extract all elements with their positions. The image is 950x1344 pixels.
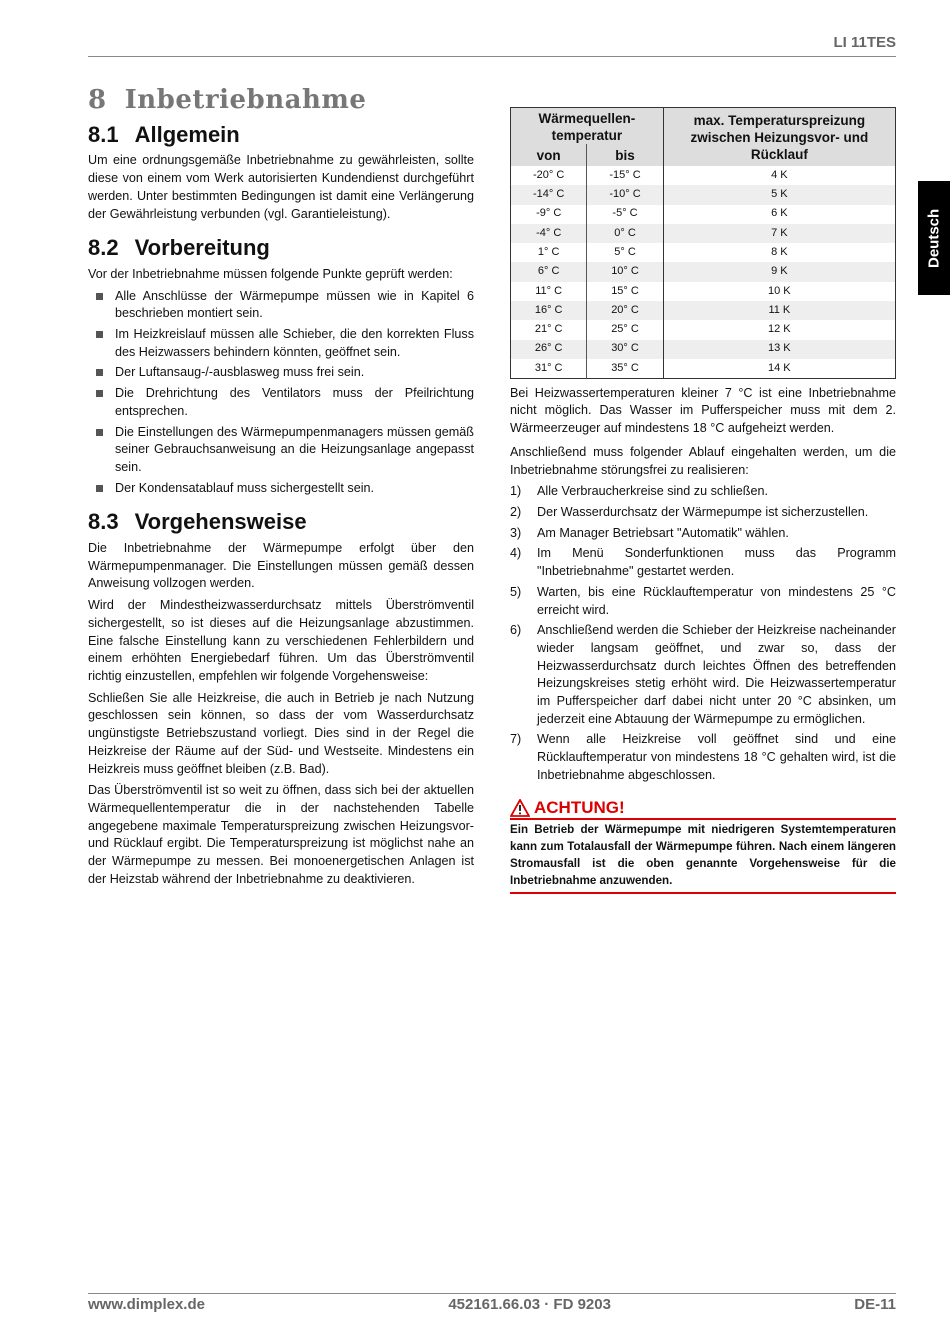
header-to: bis	[587, 144, 663, 166]
model-name: LI 11TES	[833, 34, 896, 51]
warning-text: Ein Betrieb der Wärmepumpe mit niedrigeren Systemtemperaturen kann zum Totalausfall der Wärmepumpe führen. Nach einem längeren Stromausfall ist die oben genannte Vorgehensweise für die Inbetriebnahme anzuwenden.	[510, 820, 896, 894]
warning-box	[510, 799, 896, 894]
paragraph: Anschließend muss folgender Ablauf eingehalten werden, um die Inbetriebnahme störungsfrei zu realisieren:	[510, 444, 896, 477]
table-row	[511, 340, 896, 359]
chapter-number: 8	[88, 85, 107, 115]
cell-from: -4° C	[511, 224, 587, 243]
cell-from: -14° C	[511, 185, 587, 204]
cell-from: 31° C	[534, 361, 563, 374]
warning-heading	[510, 799, 896, 820]
paragraph: Vor der Inbetriebnahme müssen folgende Punkte geprüft werden:	[88, 266, 453, 281]
section-number: 8.3	[88, 509, 119, 535]
list-item: Der Luftansaug-/-ausblasweg muss frei sein.	[88, 364, 474, 382]
table-row	[511, 224, 896, 243]
language-tab: Deutsch	[918, 181, 950, 295]
left-column	[88, 85, 474, 892]
cell-from: 21° C	[534, 323, 563, 336]
section-number: 8.1	[88, 121, 119, 147]
paragraph: Wird der Mindestheizwasserdurchsatz mittels Überströmventil sichergestellt, so ist dieses auf die Heizungsanlage abzustimmen. Eine falsche Einstellung kann zu verschiedenen Fehlerbildern und einem erhöhten Energiebedarf führen. Um das Überströmventil richtig einzustellen, empfehlen wir folgende Vorgehensweise:	[88, 598, 474, 683]
step-item	[510, 504, 896, 522]
step-item	[510, 584, 896, 619]
chapter-title-text: Inbetriebnahme	[124, 85, 367, 115]
list-item: Der Kondensatablauf muss sichergestellt sein.	[88, 480, 474, 498]
cell-from: 26° C	[511, 340, 587, 359]
section-title: Allgemein	[134, 121, 240, 147]
chapter-title	[88, 85, 474, 115]
cell-to: 30° C	[587, 340, 663, 359]
paragraph: Bei Heizwassertemperaturen kleiner 7 °C ist eine Inbetriebnahme nicht möglich. Das Wasser im Pufferspeicher muss mit dem 2. Wärmeerzeuger auf mindestens 18 °C aufgeheizt werden.	[510, 385, 896, 436]
cell-spread: 9 K	[663, 262, 895, 281]
list-item: Die Einstellungen des Wärmepumpenmanagers müssen gemäß seiner Gebrauchsanweisung an die Heizungsanlage angepasst sein.	[88, 424, 474, 477]
step-number: 2)	[510, 504, 522, 519]
cell-spread: 13 K	[663, 340, 895, 359]
step-text: Warten, bis eine Rücklauftemperatur von mindestens 25 °C erreicht wird.	[537, 584, 896, 617]
step-text: Am Manager Betriebsart "Automatik" wählen.	[537, 525, 789, 540]
cell-to: 35° C	[587, 359, 663, 378]
warning-title: ACHTUNG!	[534, 797, 625, 817]
temperature-spread-table	[510, 107, 896, 379]
cell-to: 5° C	[587, 243, 663, 262]
table-row	[511, 301, 896, 320]
step-text: Anschließend werden die Schieber der Heizkreise nacheinander wieder langsam geöffnet, und zwar so, dass der Heizwasserdurchsatz durch leichtes Öffnen des betreffenden Heizungskreises stetig erhöht wird. Die Heizwassertemperatur im Pufferspeicher darf dabei nicht unter 20 °C absinken, um jederzeit eine Abtauung der Wärmepumpe zu ermöglichen.	[537, 623, 896, 726]
checklist	[88, 288, 474, 498]
cell-from: 1° C	[537, 245, 560, 258]
step-number: 4)	[510, 546, 522, 561]
cell-to: -5° C	[587, 205, 663, 224]
step-text: Alle Verbraucherkreise sind zu schließen.	[537, 484, 768, 499]
cell-to: 20° C	[587, 301, 663, 320]
cell-spread: 4 K	[771, 168, 788, 181]
step-text: Wenn alle Heizkreise voll geöffnet sind und eine Rücklauftemperatur von mindestens 18 °C gehalten wird, ist die Inbetriebnahme abgeschlossen.	[537, 732, 896, 782]
header-from: von	[511, 144, 587, 166]
table-row	[511, 262, 896, 281]
page-number: DE-11	[854, 1296, 896, 1313]
list-item: Im Heizkreislauf müssen alle Schieber, die den korrekten Fluss des Heizwassers behindern könnten, geöffnet sein.	[88, 326, 474, 361]
table-row	[511, 185, 896, 204]
right-column	[510, 107, 896, 894]
table-row	[511, 205, 896, 224]
table-row	[511, 359, 896, 378]
step-number: 7)	[510, 732, 522, 747]
step-number: 6)	[510, 623, 522, 638]
cell-from: 11° C	[535, 284, 563, 297]
step-number: 1)	[510, 484, 522, 499]
step-item	[510, 731, 896, 784]
section-title: Vorgehensweise	[134, 509, 307, 535]
cell-from: -9° C	[536, 207, 562, 220]
paragraph: Die Inbetriebnahme der Wärmepumpe erfolgt über den Wärmepumpenmanager. Die Einstellungen müssen gemäß dessen Anweisung vollzogen werden.	[88, 541, 474, 591]
paragraph: Schließen Sie alle Heizkreise, die auch in Betrieb je nach Nutzung geschlossen sein können, so dass der vom Wasserdurchsatz ungünstigste Betriebszustand vorliegt. Dies sind in der Regel die Heizkreise der Räume auf der Süd- und Westseite. Mindestens ein Heizkreis muss geöffnet bleiben (z.B. Bad).	[88, 690, 474, 776]
table-row	[511, 282, 896, 301]
cell-spread: 14 K	[768, 361, 791, 374]
step-number: 5)	[510, 584, 522, 599]
cell-spread: 10 K	[768, 284, 791, 297]
paragraph: Um eine ordnungsgemäße Inbetriebnahme zu gewährleisten, sollte diese von einem vom Werk autorisierten Kundendienst durchgeführt werden. Unter bestimmten Bedingungen ist damit eine Verlängerung der Gewährleistung verbunden (vgl. Garantieleistung).	[88, 153, 474, 221]
cell-to: 10° C	[587, 262, 663, 281]
table-row	[511, 243, 896, 262]
header-source-temp: Wärmequellen-temperatur	[511, 108, 664, 145]
cell-from: 6° C	[511, 262, 587, 281]
cell-from: -20° C	[533, 168, 565, 181]
footer-docnum: 452161.66.03 · FD 9203	[448, 1296, 611, 1313]
cell-spread: 11 K	[663, 301, 895, 320]
cell-to: 15° C	[587, 282, 663, 301]
list-item: Die Drehrichtung des Ventilators muss der Pfeilrichtung entsprechen.	[88, 385, 474, 420]
cell-to: 0° C	[587, 224, 663, 243]
cell-spread: 5 K	[663, 185, 895, 204]
paragraph: Das Überströmventil ist so weit zu öffnen, dass sich bei der aktuellen Wärmequellentemperatur die in der nachstehenden Tabelle angegebene maximale Temperaturspreizung zwischen Heizungsvor- und Rücklauf ergibt. Die Temperaturspreizung ist möglichst nahe an der Wärmepumpe zu messen. Bei monoenergetischen Anlagen ist der Heizstab während der Inbetriebnahme zu deaktivieren.	[88, 783, 474, 886]
cell-from: 16° C	[511, 301, 587, 320]
cell-spread: 12 K	[768, 323, 791, 336]
warning-triangle-icon	[510, 799, 530, 817]
list-item: Alle Anschlüsse der Wärmepumpe müssen wie in Kapitel 6 beschrieben montiert sein.	[88, 288, 474, 323]
step-text: Im Menü Sonderfunktionen muss das Programm "Inbetriebnahme" gestartet werden.	[537, 546, 896, 579]
cell-to: 25° C	[587, 320, 663, 339]
cell-spread: 6 K	[771, 207, 788, 220]
footer-url: www.dimplex.de	[88, 1296, 205, 1313]
cell-to: -10° C	[587, 185, 663, 204]
section-title: Vorbereitung	[134, 235, 270, 261]
cell-to: -15° C	[587, 166, 663, 185]
cell-spread: 7 K	[663, 224, 895, 243]
step-item	[510, 622, 896, 728]
procedure-steps	[510, 483, 896, 784]
section-number: 8.2	[88, 235, 119, 261]
table-row	[511, 166, 896, 185]
page-header	[88, 34, 896, 57]
step-text: Der Wasserdurchsatz der Wärmepumpe ist sicherzustellen.	[537, 504, 869, 519]
page-footer	[88, 1293, 896, 1313]
step-item	[510, 483, 896, 501]
table-body	[511, 166, 896, 378]
step-number: 3)	[510, 525, 522, 540]
header-max-spread: max. Temperaturspreizung zwischen Heizungsvor- und Rücklauf	[663, 108, 895, 167]
step-item	[510, 545, 896, 580]
section-heading	[88, 235, 474, 261]
table-row	[511, 320, 896, 339]
section-heading	[88, 509, 474, 535]
step-item	[510, 525, 896, 543]
cell-spread: 8 K	[771, 245, 788, 258]
section-heading	[88, 121, 474, 147]
